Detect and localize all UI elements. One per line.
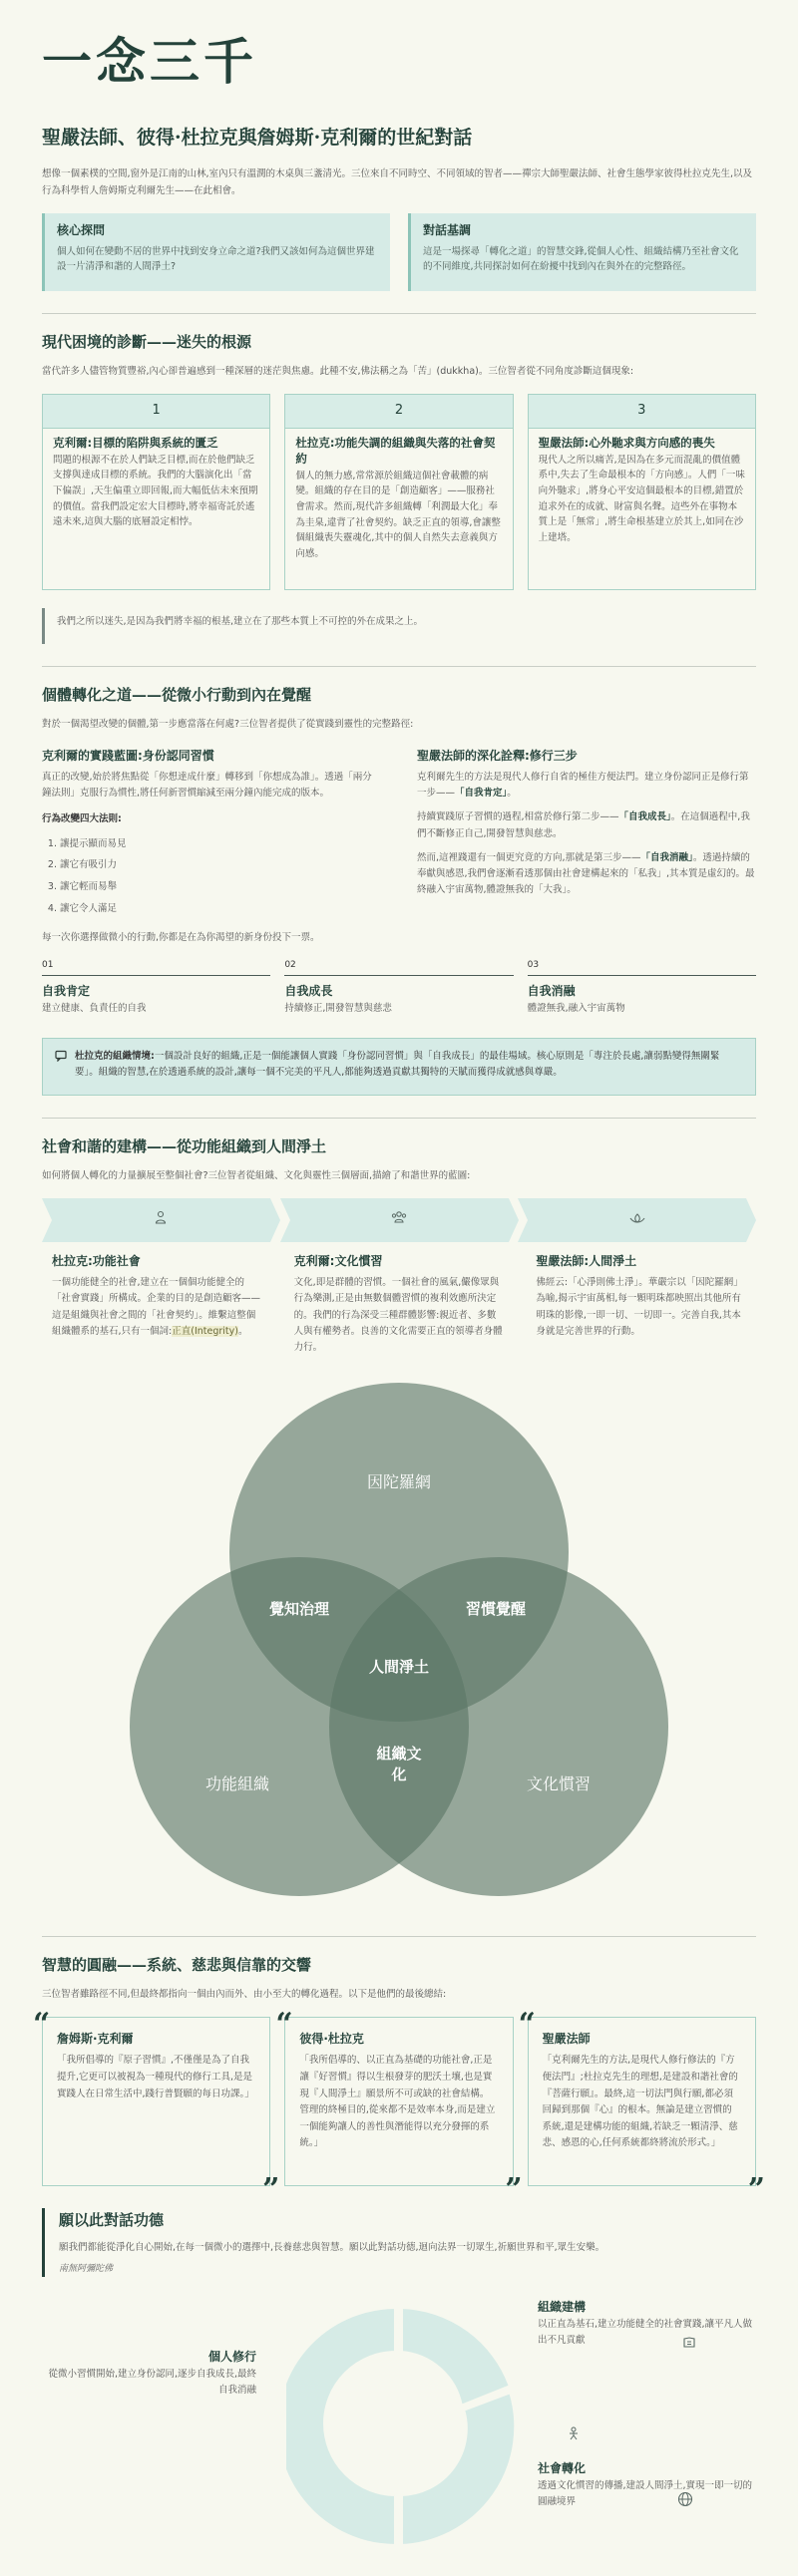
section-title-individual: 個體轉化之道——從微小行動到內在覺醒 — [42, 685, 312, 704]
step-text: 持續修正,開發智慧與慈悲 — [284, 1002, 392, 1014]
quote-card — [518, 2007, 765, 2208]
column-title: 聖嚴法師:人間淨土 — [536, 1254, 637, 1269]
step-text: 建立健康、負責任的自我 — [42, 1002, 147, 1014]
diagnosis-card — [42, 394, 270, 590]
section-lead-diagnosis: 當代許多人儘管物質豐裕,內心卻普遍感到一種深層的迷茫與焦慮。此種不安,佛法稱之為「苦」(dukkha)。三位智者從不同角度診斷這個現象: — [42, 365, 634, 377]
step1-text: 克利爾先生的方法是現代人修行自省的極佳方便法門。建立身份認同正是修行第一步——「自我肯定」。 — [417, 772, 749, 800]
sheng-yen-column-title: 聖嚴法師的深化詮釋:修行三步 — [417, 748, 578, 763]
individual-columns — [42, 747, 756, 920]
venn-label-top: 因陀羅網 — [366, 1472, 432, 1492]
dedication-text: 願我們都能從淨化自心開始,在每一個微小的選擇中,長養慈悲與智慧。願以此對話功德,迴向法界一切眾生,祈願世界和平,眾生安樂。 — [59, 2242, 605, 2254]
dialogue-tone-text: 這是一場探尋「轉化之道」的智慧交鋒,從個人心性、組織結構乃至社會文化的不同維度,共同探討如何在紛擾中找到內在與外在的完整路徑。 — [423, 245, 739, 273]
ring-label-society: 社會轉化 透過文化慣習的傳播,建設人間淨土,實現一即一切的圓融境界 — [538, 2460, 753, 2508]
card-title: 杜拉克:功能失調的組織與失落的社會契約 — [295, 435, 496, 466]
step-number: 02 — [284, 958, 513, 975]
card-text: 現代人之所以痛苦,是因為在多元而混亂的價值體系中,失去了生命最根本的「方向感」。人們「一味向外馳求」,將身心平安這個最根本的目標,錯置於追求外在的成就、財富與名聲。這些外在事物本質上是「無常」,將生命根基建立於其上,如同在沙上建塔。 — [538, 454, 745, 544]
dedication-wish: 南無阿彌陀佛 — [59, 2264, 114, 2275]
quote-text: 「我所倡導的『原子習慣』,不僅僅是為了自我提升,它更可以被視為一種現代的修行工具,是是實踐人在日常生活中,踐行普賢願的每日功課。」 — [57, 2055, 254, 2099]
society-column — [526, 1252, 756, 1356]
step-number: 03 — [528, 958, 756, 975]
quote-card — [33, 2007, 280, 2208]
column-title: 克利爾:文化慣習 — [293, 1254, 383, 1269]
divider — [42, 1936, 756, 1937]
section-title-society: 社會和諧的建構——從功能組織到人間淨土 — [42, 1136, 327, 1155]
laws-title: 行為改變四大法則: — [42, 813, 122, 825]
step-text: 體證無我,融入宇宙萬物 — [527, 1002, 625, 1014]
society-column — [42, 1252, 272, 1356]
divider — [42, 313, 756, 314]
column-text: 文化,即是群體的習慣。一個社會的風氣,儼像眾與行為樂測,正是由無數個體習慣的複利效應所決定的。我們的行為深受三種群體影響:親近者、多數人與有權勢者。良善的文化需要正直的領導者身體力行。 — [293, 1277, 503, 1353]
practice-step — [42, 958, 270, 1016]
venn-label-right: 文化慣習 — [526, 1774, 592, 1794]
ring-segment-organization — [401, 2307, 511, 2407]
dedication-section — [42, 2208, 756, 2277]
intro-paragraph: 想像一個素樸的空間,窗外是江南的山林,室內只有溫潤的木桌與三盞清光。三位來自不同時空、不同領域的智者——禪宗大師聖嚴法師、社會生態學家彼得杜拉克先生,以及行為科學哲人詹姆斯克利爾先生——在此相會。 — [42, 168, 753, 196]
quote-text: 「克利爾先生的方法,是現代人修行修法的『方便法門』;杜拉克先生的理想,是建設和諧社會的『菩薩行願』。最終,這一切法門與行願,都必須回歸到那個『心』的根本。無論是建立習慣的系統,還是建構功能的組織,若缺乏一顆清淨、慈悲、感恩的心,任何系統都終將流於形式。」 — [542, 2055, 738, 2149]
venn-label-top-right: 習慣覺醒 — [465, 1599, 527, 1618]
card-number: 1 — [43, 395, 269, 429]
quote-speaker: 彼得·杜拉克 — [299, 2032, 364, 2047]
section-lead-individual: 對於一個渴望改變的個體,第一步應當落在何處?三位智者提供了從實踐到靈性的完整路徑: — [42, 718, 414, 730]
section-lead-wisdom: 三位智者雖路徑不同,但最終都指向一個由內而外、由小至大的轉化過程。以下是他們的最後總結: — [42, 1988, 447, 2000]
section-lead-society: 如何將個人轉化的力量擴展至整個社會?三位智者從組織、文化與靈性三個層面,描繪了和諧世界的藍圖: — [42, 1169, 471, 1181]
card-number: 3 — [529, 395, 755, 429]
practice-steps — [42, 958, 756, 1016]
venn-label-bottom: 組織文化 — [376, 1744, 422, 1783]
quote-card — [275, 2007, 523, 2208]
step-title: 自我消融 — [527, 983, 576, 998]
flow-arrow — [518, 1198, 756, 1242]
open-quote-icon: “ — [275, 2007, 293, 2043]
flow-arrow — [280, 1198, 519, 1242]
list-item: 3. 讓它輕而易舉 — [60, 876, 381, 898]
clear-column — [42, 747, 381, 920]
venn-label-center: 人間淨土 — [368, 1657, 430, 1676]
section-title-wisdom: 智慧的圓融——系統、慈悲與信靠的交響 — [42, 1955, 312, 1974]
venn-diagram — [0, 1368, 798, 1926]
column-title: 杜拉克:功能社會 — [52, 1254, 141, 1269]
quote-text: 「我所倡導的、以正直為基礎的功能社會,正是讓『好習慣』得以生根發芽的肥沃土壤,也是實現『人間淨土』願景所不可或缺的社會結構。管理的終極目的,從來都不是效率本身,而是建立一個能夠讓人的善性與潛能得以充分發揮的系統。」 — [299, 2055, 496, 2149]
divider — [42, 666, 756, 667]
diagnosis-cards — [42, 394, 756, 590]
list-item: 4. 讓它令人滿足 — [60, 898, 381, 920]
step-title: 自我成長 — [284, 983, 333, 998]
close-quote-icon: ” — [747, 2172, 765, 2208]
dialogue-tone-title: 對話基調 — [423, 222, 472, 237]
core-question-text: 個人如何在變動不居的世界中找到安身立命之道?我們又該如何為這個世界建設一片清淨和諧的人間淨土? — [57, 245, 375, 273]
list-item: 2. 讓它有吸引力 — [60, 854, 381, 876]
cycle-diagram — [42, 2297, 756, 2576]
chat-icon — [55, 1050, 67, 1069]
close-quote-icon: ” — [505, 2172, 523, 2208]
open-quote-icon: “ — [33, 2007, 51, 2043]
card-title: 克利爾:目標的陷阱與系統的匱乏 — [53, 435, 218, 450]
column-text: 一個功能健全的社會,建立在一個個功能健全的「社會實踐」所構成。企業的目的是創造顧客——這是組織與社會之間的「社會契約」。維繫這整個組織體系的基石,只有一個詞:正直(Integrity)。 — [52, 1277, 261, 1337]
vote-sentence: 每一次你選擇做微小的行動,你都是在為你渴望的新身份投下一票。 — [42, 931, 320, 943]
column-text: 佛經云:「心淨則佛土淨」。華嚴宗以「因陀羅網」為喻,揭示宇宙萬相,每一顆明珠都映照出其他所有明珠的影像,一即一切、一切即一。完善自我,其本身就是完善世界的行動。 — [536, 1277, 743, 1337]
step-number: 01 — [42, 958, 270, 975]
venn-label-top-left: 覺知治理 — [268, 1599, 330, 1618]
clear-column-text: 真正的改變,始於將焦點從「你想達成什麼」轉移到「你想成為誰」。透過「兩分鐘法則」克服行為慣性,將任何新習慣縮減至兩分鐘內能完成的版本。 — [42, 772, 372, 800]
card-text: 問題的根源不在於人們缺乏目標,而在於他們缺乏支撐與達成目標的系統。我們的大腦演化出「當下偏誤」,天生偏重立即回報,而大幅低估未來預期的價值。當我們設定宏大目標時,將幸福寄託於遙遠未來,這與大腦的底層設定相悖。 — [53, 454, 258, 528]
laws-list — [42, 833, 381, 920]
section-title-diagnosis: 現代困境的診斷——迷失的根源 — [42, 332, 252, 351]
dedication-title: 願以此對話功德 — [59, 2211, 165, 2230]
step3-text: 然而,這裡踐還有一個更究竟的方向,那就是第三步——「自我消融」。透過持續的奉獻與感恩,我們會逐漸看透那個由社會建構起來的「私我」,其本質是虛幻的。最終融入宇宙萬物,體證無我的「大我」。 — [417, 851, 755, 895]
ring-segment-society — [401, 2392, 516, 2546]
flow-arrows — [42, 1198, 756, 1242]
main-title: 一念三千 — [42, 32, 257, 91]
ring-segment-individual — [286, 2307, 396, 2546]
diagnosis-card — [284, 394, 513, 590]
ring-label-organization: 組織建構 以正直為基石,建立功能健全的社會實踐,讓平凡人做出不凡貢獻 — [538, 2299, 753, 2347]
flow-arrow — [42, 1198, 280, 1242]
list-item: 1. 讓提示顯而易見 — [60, 833, 381, 855]
final-quotes — [33, 2007, 765, 2208]
step2-text: 持續實踐原子習慣的過程,相當於修行第二步——「自我成長」。在這個過程中,我們不斷修正自己,開發智慧與慈悲。 — [417, 811, 750, 839]
close-quote-icon: ” — [262, 2172, 280, 2208]
society-column — [284, 1252, 515, 1356]
sheng-yen-column — [417, 747, 756, 920]
diagnosis-quote: 我們之所以迷失,是因為我們將幸福的根基,建立在了那些本質上不可控的外在成果之上。 — [42, 608, 756, 644]
card-text: 個人的無力感,常常源於組織這個社會載體的病變。組織的存在目的是「創造顧客」——服務社會需求。然而,現代許多組織轉「利潤最大化」奉為圭臬,違背了社會契約。缺乏正直的領導,會讓整個組織喪失靈魂化,其中的個人自然失去意義與方向感。 — [295, 470, 501, 560]
subtitle: 聖嚴法師、彼得·杜拉克與詹姆斯·克利爾的世紀對話 — [42, 127, 473, 149]
card-title: 聖嚴法師:心外馳求與方向感的喪失 — [538, 435, 715, 450]
step-title: 自我肯定 — [42, 983, 91, 998]
divider — [42, 1118, 756, 1119]
diagnosis-card — [528, 394, 756, 590]
card-number: 2 — [285, 395, 512, 429]
ring-label-individual: 個人修行 從微小習慣開始,建立身份認同,逐步自我成長,最終自我消融 — [48, 2349, 256, 2397]
drucker-callout — [42, 1038, 756, 1096]
intro-boxes — [42, 213, 756, 291]
lotus-icon — [629, 1209, 645, 1231]
society-columns — [42, 1252, 756, 1356]
core-question-title: 核心探問 — [57, 222, 106, 237]
open-quote-icon: “ — [518, 2007, 536, 2043]
practice-step — [284, 958, 513, 1016]
team-icon — [391, 1209, 407, 1231]
clear-column-title: 克利爾的實踐藍圖:身份認同習慣 — [42, 748, 214, 763]
core-question-box — [42, 213, 390, 291]
practice-step — [528, 958, 756, 1016]
dialogue-tone-box — [408, 213, 756, 291]
quote-speaker: 詹姆斯·克利爾 — [57, 2032, 134, 2047]
person-icon — [154, 1209, 168, 1231]
quote-speaker: 聖嚴法師 — [542, 2032, 591, 2047]
venn-label-left: 功能組織 — [204, 1774, 270, 1794]
callout-text: 一個設計良好的組織,正是一個能讓個人實踐「身份認同習慣」與「自我成長」的最佳場域。核心原則是「專注於長處,讓弱點變得無關緊要」。組織的智慧,在於透過系統的設計,讓每一個不完美的平凡人,都能夠透過貢獻其獨特的天賦而獲得成就感與尊嚴。 — [75, 1050, 720, 1079]
callout-title: 杜拉克的組織情境: — [75, 1050, 155, 1062]
